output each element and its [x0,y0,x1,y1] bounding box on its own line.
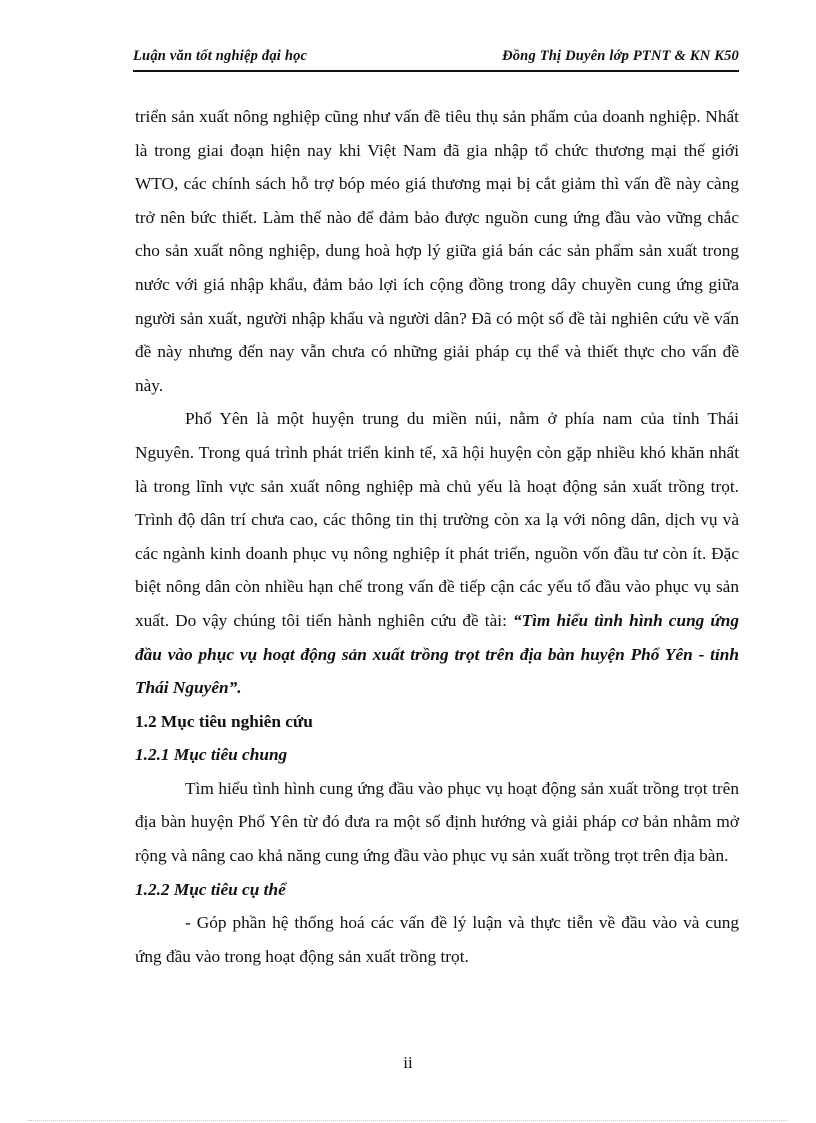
header-author: Đồng Thị Duyên lớp PTNT & KN K50 [502,48,739,64]
heading-1-2: 1.2 Mục tiêu nghiên cứu [135,711,313,731]
paragraph-pho-yen-text: Phổ Yên là một huyện trung du miền núi, nằm ở phía nam của tỉnh Thái Nguyên. Trong quá trình phát triển kinh tế, xã hội huyện còn gặp nhiều khó khăn nhất là trong lĩnh vực sản xuất nông nghiệp mà chủ yếu là hoạt động sản xuất trồng trọt. Trình độ dân trí chưa cao, các thông tin thị trường còn xa lạ với nông dân, dịch vụ và các ngành kinh doanh phục vụ nông nghiệp ít phát triển, nguồn vốn đầu tư còn ít. Đặc biệt nông dân còn nhiều hạn chế trong vấn đề tiếp cận các yếu tố đầu vào phục vụ sản xuất. Do vậy chúng tôi tiến hành nghiên cứu đề tài: [135,409,739,630]
paragraph-general-objective: Tìm hiểu tình hình cung ứng đầu vào phục vụ hoạt động sản xuất trồng trọt trên địa bàn huyện Phổ Yên từ đó đưa ra một số định hướng và giải pháp cơ bản nhằm mở rộng và nâng cao khả năng cung ứng đầu vào phục vụ sản xuất trồng trọt trên địa bàn. [135,778,739,866]
header-rule [133,70,739,72]
heading-1-2-1: 1.2.1 Mục tiêu chung [135,745,288,765]
paragraph-specific-objective-1: - Góp phần hệ thống hoá các vấn đề lý luận và thực tiễn về đầu vào và cung ứng đầu vào trong hoạt động sản xuất trồng trọt. [135,913,739,966]
paragraph-intro-continued: triển sản xuất nông nghiệp cũng như vấn đề tiêu thụ sản phẩm của doanh nghiệp. Nhất là trong giai đoạn hiện nay khi Việt Nam đã gia nhập tổ chức thương mại thế giới WTO, các chính sách hỗ trợ bóp méo giá thương mại bị cắt giảm thì vấn đề này càng trở nên bức thiết. Làm thế nào để đảm bảo được nguồn cung ứng đầu vào vững chắc cho sản xuất nông nghiệp, dung hoà hợp lý giữa giá bán các sản phẩm sản xuất trong nước với giá nhập khẩu, đảm bảo lợi ích cộng đồng trong dây chuyền cung ứng giữa người sản xuất, người nhập khẩu và người dân? Đã có một số đề tài nghiên cứu về vấn đề này nhưng đến nay vẫn chưa có những giải pháp cụ thể và thiết thực cho vấn đề này. [135,107,739,395]
page-number: ii [403,1053,413,1072]
paragraph-pho-yen [135,402,739,704]
footer-dotted-line [28,1120,788,1121]
heading-1-2-2: 1.2.2 Mục tiêu cụ thể [135,879,286,899]
header-thesis-title: Luận văn tốt nghiệp đại học [133,48,308,64]
body-text [135,100,739,973]
running-header [133,48,739,68]
thesis-topic-title: “Tìm hiểu tình hình cung ứng đầu vào phục vụ hoạt động sản xuất trồng trọt trên địa bàn huyện Phổ Yên - tỉnh Thái Nguyên”. [135,610,739,698]
